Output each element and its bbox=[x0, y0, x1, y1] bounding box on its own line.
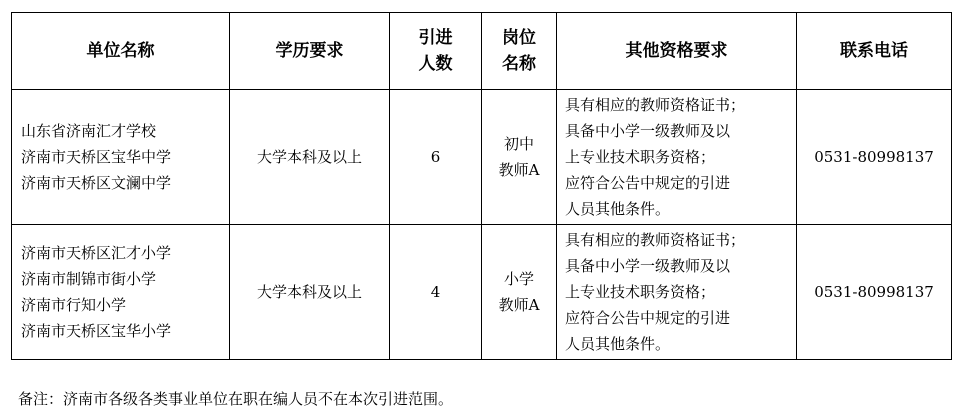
header-position bbox=[482, 13, 557, 90]
unit-name: 山东省济南汇才学校 bbox=[21, 122, 157, 140]
header-unit-name: 单位名称 bbox=[12, 13, 230, 90]
phone-cell: 0531-80998137 bbox=[797, 90, 952, 225]
footnote: 备注：济南市各级各类事业单位在职在编人员不在本次引进范围。 bbox=[18, 390, 454, 408]
count-cell: 4 bbox=[390, 225, 482, 360]
header-position-line2: 名称 bbox=[502, 54, 536, 74]
table-header-row bbox=[12, 13, 952, 90]
phone-cell: 0531-80998137 bbox=[797, 225, 952, 360]
position-cell bbox=[482, 225, 557, 360]
header-count-line1: 引进 bbox=[418, 28, 453, 48]
table-row bbox=[12, 90, 952, 225]
position-cell bbox=[482, 90, 557, 225]
header-position-line1: 岗位 bbox=[502, 28, 536, 48]
unit-names-cell bbox=[12, 225, 230, 360]
unit-name: 济南市天桥区宝华中学 bbox=[21, 148, 172, 166]
qualification-line: 上专业技术职务资格； bbox=[565, 283, 716, 301]
unit-name: 济南市行知小学 bbox=[21, 296, 127, 314]
qualification-line: 应符合公告中规定的引进 bbox=[565, 174, 731, 192]
qualification-line: 具备中小学一级教师及以 bbox=[565, 122, 731, 140]
header-count-line2: 人数 bbox=[418, 54, 453, 74]
qualification-line: 应符合公告中规定的引进 bbox=[565, 309, 731, 327]
qualification-line: 人员其他条件。 bbox=[565, 200, 671, 218]
education-cell: 大学本科及以上 bbox=[230, 90, 390, 225]
unit-name: 济南市天桥区文澜中学 bbox=[21, 174, 172, 192]
header-count bbox=[390, 13, 482, 90]
qualification-line: 具备中小学一级教师及以 bbox=[565, 257, 731, 275]
qualification-line: 具有相应的教师资格证书； bbox=[565, 231, 746, 249]
unit-name: 济南市天桥区汇才小学 bbox=[21, 244, 172, 262]
unit-name: 济南市天桥区宝华小学 bbox=[21, 322, 172, 340]
qualification-line: 具有相应的教师资格证书； bbox=[565, 96, 746, 114]
position-line1: 初中 bbox=[503, 135, 534, 153]
education-cell: 大学本科及以上 bbox=[230, 225, 390, 360]
position-line2: 教师A bbox=[498, 296, 540, 314]
count-cell: 6 bbox=[390, 90, 482, 225]
position-line2: 教师A bbox=[498, 161, 540, 179]
header-education: 学历要求 bbox=[230, 13, 390, 90]
qualification-cell bbox=[557, 90, 797, 225]
qualification-line: 上专业技术职务资格； bbox=[565, 148, 716, 166]
qualification-line: 人员其他条件。 bbox=[565, 335, 671, 353]
unit-names-cell bbox=[12, 90, 230, 225]
table-row bbox=[12, 225, 952, 360]
unit-name: 济南市制锦市街小学 bbox=[21, 270, 157, 288]
position-line1: 小学 bbox=[503, 270, 534, 288]
recruitment-table bbox=[11, 12, 952, 360]
header-phone: 联系电话 bbox=[797, 13, 952, 90]
header-qualification: 其他资格要求 bbox=[557, 13, 797, 90]
qualification-cell bbox=[557, 225, 797, 360]
